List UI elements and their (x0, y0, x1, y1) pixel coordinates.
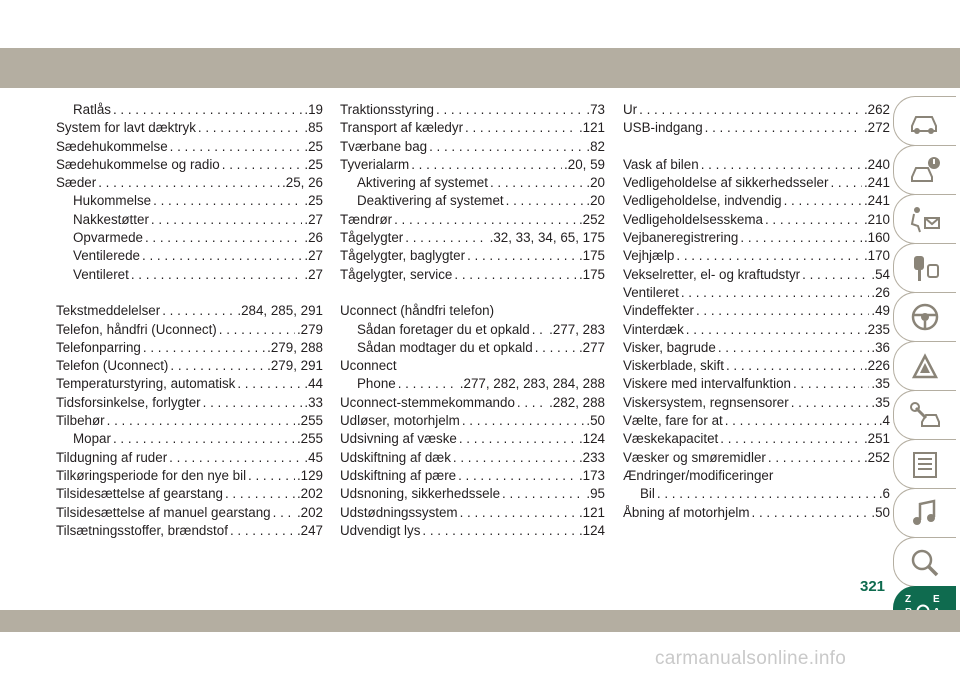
dot-leader (230, 522, 295, 540)
index-entry (623, 375, 890, 393)
index-entry-page: .82 (586, 138, 605, 154)
warning-info-icon (908, 155, 942, 185)
index-entry (56, 266, 323, 284)
dot-leader (273, 504, 295, 522)
index-entry-label: Ændringer/modificeringer (623, 467, 774, 483)
index-entry (340, 247, 605, 265)
index-entry (623, 430, 890, 448)
index-entry-page: .19 (304, 102, 323, 117)
index-entry-page: .32, 33, 34, 65, 175 (489, 230, 605, 246)
index-entry-page: .284, 285, 291 (237, 303, 323, 319)
index-entry-page: .255 (296, 413, 323, 429)
index-entry-label: Sådan modtager du et opkald (357, 339, 533, 355)
index-entry (340, 229, 605, 247)
index-entry-label: Deaktivering af systemet (357, 193, 504, 209)
index-entry (340, 467, 605, 485)
dot-leader (453, 449, 577, 467)
index-entry-page: .27 (304, 248, 323, 264)
page-number: 321 (860, 578, 886, 595)
dot-leader (422, 522, 577, 540)
dot-leader (793, 375, 869, 393)
dot-leader (718, 339, 870, 357)
index-entry (340, 339, 605, 357)
index-entry-label: System for lavt dæktryk (56, 120, 196, 136)
dot-leader (462, 412, 585, 430)
index-entry-page: .233 (578, 449, 605, 465)
index-entry-label: Traktionsstyring (340, 102, 435, 117)
index-entry-label: Uconnect-stemmekommando (340, 394, 515, 410)
dot-leader (219, 321, 295, 339)
index-entry-page: .277 (578, 339, 605, 355)
index-entry-page: .49 (871, 303, 890, 319)
index-entry-page: .25 (304, 193, 323, 209)
chapter-tab[interactable] (893, 292, 956, 342)
dot-leader (465, 119, 577, 137)
index-entry-page: .279 (296, 321, 323, 337)
dot-leader (490, 174, 584, 192)
index-entry-page: .50 (871, 504, 890, 520)
dot-leader (639, 101, 862, 119)
index-entry-page: .27 (304, 266, 323, 282)
dot-leader (725, 412, 877, 430)
dot-leader (394, 211, 577, 229)
index-entry (623, 302, 890, 320)
header-band (0, 48, 960, 88)
dot-leader (784, 192, 862, 210)
index-entry-label: Vindeffekter (623, 303, 694, 319)
index-entry-label: Vælte, fare for at (623, 413, 723, 429)
index-entry (623, 284, 890, 302)
index-entry-page: .121 (578, 120, 605, 136)
index-entry-page: .277, 282, 283, 284, 288 (459, 376, 605, 392)
index-entry-label: Tilsætningsstoffer, brændstof (56, 522, 228, 538)
index-entry (623, 357, 890, 375)
index-entry-label: Nakkestøtter (73, 211, 149, 227)
footer-band (0, 610, 960, 632)
index-entry-page: .121 (578, 504, 605, 520)
index-entry-page: .175 (578, 248, 605, 264)
index-entry-label: Åbning af motorhjelm (623, 504, 750, 520)
hazard-triangle-icon (908, 351, 942, 381)
index-entry (623, 101, 890, 119)
chapter-tab[interactable] (893, 439, 956, 489)
index-entry-label: Viskerblade, skift (623, 358, 724, 374)
index-entry-page: .173 (578, 467, 605, 483)
index-entry (340, 192, 605, 210)
index-entry-label: Vekselretter, el- og kraftudstyr (623, 266, 801, 282)
index-entry (56, 138, 323, 156)
index-entry-page: .170 (863, 248, 890, 264)
dot-leader (791, 394, 870, 412)
dot-leader (532, 321, 547, 339)
dot-leader (686, 321, 862, 339)
index-entry-label: Tilkøringsperiode for den nye bil (56, 467, 247, 483)
index-entry (56, 467, 323, 485)
index-entry (340, 211, 605, 229)
index-entry-label: Visker, bagrude (623, 339, 716, 355)
dot-leader (740, 229, 862, 247)
index-entry (340, 485, 605, 503)
dot-leader (720, 430, 862, 448)
index-entry (56, 394, 323, 412)
index-column-2 (340, 101, 605, 540)
index-entry-label: Transport af kæledyr (340, 120, 464, 136)
dot-leader (405, 229, 487, 247)
index-entry (623, 247, 890, 265)
index-entry-page: .25, 26 (282, 175, 323, 191)
dot-leader (517, 394, 547, 412)
index-entry-label: Viskere med intervalfunktion (623, 376, 791, 392)
index-entry-page: .251 (863, 431, 890, 447)
index-entry-page: .45 (304, 449, 323, 465)
index-entry (340, 504, 605, 522)
index-entry (56, 522, 323, 540)
dot-leader (411, 156, 562, 174)
index-entry (56, 412, 323, 430)
dot-leader (467, 247, 577, 265)
index-entry-label: Udskiftning af dæk (340, 449, 451, 465)
dot-leader (248, 467, 295, 485)
dot-leader (113, 101, 302, 119)
index-entry-label: Vejhjælp (623, 248, 675, 264)
dot-leader (701, 156, 862, 174)
chapter-tab[interactable] (893, 145, 956, 195)
index-entry-page: .73 (586, 102, 605, 117)
chapter-tab[interactable] (893, 243, 956, 293)
dot-leader (162, 302, 235, 320)
dot-leader (237, 375, 302, 393)
index-entry-page: .262 (863, 102, 890, 117)
index-entry (623, 211, 890, 229)
index-entry-page: .85 (304, 120, 323, 136)
index-entry (623, 467, 890, 485)
index-entry-label: Opvarmede (73, 230, 143, 246)
index-entry-label: Tekstmeddelelser (56, 303, 161, 319)
index-entry-page: .210 (863, 211, 890, 227)
index-entry-page: .50 (586, 413, 605, 429)
index-entry-page: .124 (578, 431, 605, 447)
index-entry-label: Tændrør (340, 211, 393, 227)
index-entry-label: Sædehukommelse (56, 138, 168, 154)
magnifier-icon (908, 547, 942, 577)
index-entry (56, 504, 323, 522)
car-info-icon (908, 106, 942, 136)
index-entry-label: Tilbehør (56, 413, 105, 429)
specifications-list-icon (908, 449, 942, 479)
index-entry-label: Ventilerede (73, 248, 141, 264)
index-entry-page: .282, 288 (549, 394, 605, 410)
index-entry-page: .36 (871, 339, 890, 355)
index-entry (56, 430, 323, 448)
dot-leader (681, 284, 870, 302)
index-entry-label: Mopar (73, 431, 111, 447)
index-entry-label: Tilsidesættelse af gearstang (56, 486, 223, 502)
index-entry-label: Vedligeholdelse, indvendig (623, 193, 782, 209)
index-entry-label: Sædehukommelse og radio (56, 156, 220, 172)
index-entry-label: Udskiftning af pære (340, 467, 457, 483)
index-entry (56, 302, 323, 320)
index-entry-page: .4 (878, 413, 890, 429)
dot-leader (535, 339, 577, 357)
chapter-tab-sidebar (893, 96, 960, 605)
index-entry (56, 449, 323, 467)
dot-leader (429, 138, 584, 156)
dot-leader (151, 211, 302, 229)
dot-leader (459, 430, 577, 448)
index-entry (56, 156, 323, 174)
index-entry-page: .279, 291 (267, 358, 323, 374)
index-entry-page: .25 (304, 138, 323, 154)
index-entry (623, 156, 890, 174)
dot-leader (170, 138, 303, 156)
index-entry-label: Tågelygter, baglygter (340, 248, 466, 264)
dot-leader (145, 229, 302, 247)
dot-leader (768, 449, 862, 467)
index-entry (623, 266, 890, 284)
index-entry (340, 174, 605, 192)
index-entry-label: Uconnect (340, 358, 397, 374)
index-entry-label: Viskersystem, regnsensorer (623, 394, 789, 410)
index-entry-page: .272 (863, 120, 890, 136)
index-entry (623, 412, 890, 430)
dot-leader (460, 504, 577, 522)
dot-leader (454, 266, 577, 284)
index-entry (623, 449, 890, 467)
index-entry (340, 119, 605, 137)
index-entry (340, 321, 605, 339)
index-entry-label: Telefonparring (56, 339, 141, 355)
index-entry-page: .20, 59 (564, 156, 605, 172)
index-column-1 (56, 101, 323, 540)
index-entry (623, 174, 890, 192)
index-entry-label: Vedligeholdelsesskema (623, 211, 763, 227)
index-entry-page: .20 (586, 193, 605, 209)
index-entry (340, 156, 605, 174)
index-letter: Z (905, 594, 912, 605)
index-entry-page: .252 (863, 449, 890, 465)
index-entry-page: .44 (304, 376, 323, 392)
index-entry-label: Hukommelse (73, 193, 152, 209)
index-entry-page: .241 (863, 175, 890, 191)
index-entry-page: .202 (296, 504, 323, 520)
index-entry-page: .247 (296, 522, 323, 538)
chapter-tab[interactable] (893, 390, 956, 440)
index-entry-label: Tågelygter, service (340, 266, 453, 282)
dot-leader (131, 266, 303, 284)
index-entry-label: Væskekapacitet (623, 431, 719, 447)
index-entry (340, 430, 605, 448)
index-entry (56, 357, 323, 375)
chapter-tab[interactable] (893, 488, 956, 538)
index-entry-page: .26 (304, 230, 323, 246)
index-entry-label: Bil (640, 486, 655, 502)
index-entry (623, 339, 890, 357)
index-entry-label: Temperaturstyring, automatisk (56, 376, 236, 392)
index-entry-page: .160 (863, 230, 890, 246)
wrench-car-icon (908, 400, 942, 430)
dot-leader (802, 266, 869, 284)
dot-leader (676, 247, 862, 265)
index-entry-page: .255 (296, 431, 323, 447)
index-letter: E (933, 594, 940, 605)
index-entry-label: Tværbane bag (340, 138, 428, 154)
dot-leader (696, 302, 869, 320)
index-entry-page: .20 (586, 175, 605, 191)
index-entry-page: .6 (878, 486, 890, 502)
index-entry (623, 119, 890, 137)
index-entry-label: Udvendigt lys (340, 522, 421, 538)
index-entry-page: .35 (871, 394, 890, 410)
index-entry (56, 375, 323, 393)
dot-leader (458, 467, 577, 485)
dot-leader (143, 339, 265, 357)
steering-wheel-icon (908, 302, 942, 332)
index-entry-label: Tyverialarm (340, 156, 410, 172)
dot-leader (107, 412, 295, 430)
index-entry-page: .202 (296, 486, 323, 502)
index-entry-page: .279, 288 (267, 339, 323, 355)
chapter-tab[interactable] (893, 537, 956, 587)
index-entry-label: Vask af bilen (623, 156, 699, 172)
index-entry-page: .240 (863, 156, 890, 172)
dot-leader (98, 174, 280, 192)
index-entry-label: Phone (357, 376, 396, 392)
index-entry (340, 138, 605, 156)
dot-leader (203, 394, 303, 412)
dot-leader (830, 174, 861, 192)
index-entry-page: .124 (578, 522, 605, 538)
index-entry (340, 302, 605, 320)
index-entry-page: .175 (578, 266, 605, 282)
index-entry (623, 321, 890, 339)
index-entry-label: Udløser, motorhjelm (340, 413, 460, 429)
watermark: carmanualsonline.info (655, 648, 847, 669)
index-entry-page: .277, 283 (549, 321, 605, 337)
dot-leader (506, 192, 585, 210)
index-entry (56, 247, 323, 265)
index-entry (56, 485, 323, 503)
index-entry-page: .25 (304, 156, 323, 172)
index-entry-label: Tågelygter (340, 230, 404, 246)
index-column-3 (623, 101, 890, 522)
index-entry-page: .241 (863, 193, 890, 209)
index-entry (56, 229, 323, 247)
chapter-tab[interactable] (893, 96, 956, 146)
index-entry (56, 101, 323, 119)
dot-leader (222, 156, 303, 174)
index-entry-label: USB-indgang (623, 120, 703, 136)
index-entry (340, 394, 605, 412)
index-entry (340, 522, 605, 540)
index-entry-page: .235 (863, 321, 890, 337)
index-entry-label: Ventileret (623, 284, 679, 300)
chapter-tab[interactable] (893, 194, 956, 244)
index-entry-label: Ratlås (73, 102, 111, 117)
dot-leader (705, 119, 862, 137)
index-entry-label: Vinterdæk (623, 321, 684, 337)
top-margin (0, 0, 960, 48)
index-entry (340, 266, 605, 284)
index-entry-label: Telefon (Uconnect) (56, 358, 169, 374)
index-entry-page: .95 (586, 486, 605, 502)
dot-leader (726, 357, 862, 375)
index-entry (623, 504, 890, 522)
index-entry-label: Sådan foretager du et opkald (357, 321, 530, 337)
index-entry-page: .35 (871, 376, 890, 392)
dot-leader (502, 485, 584, 503)
index-entry-page: .252 (578, 211, 605, 227)
index-entry-label: Telefon, håndfri (Uconnect) (56, 321, 217, 337)
dot-leader (436, 101, 584, 119)
dot-leader (153, 192, 302, 210)
index-entry-page: .129 (296, 467, 323, 483)
index-entry-label: Vejbaneregistrering (623, 230, 739, 246)
index-entry (623, 229, 890, 247)
index-entry-label: Udstødningssystem (340, 504, 458, 520)
index-entry-label: Ur (623, 102, 638, 117)
index-entry-page: .54 (871, 266, 890, 282)
dot-leader (752, 504, 870, 522)
airbag-message-icon (908, 204, 942, 234)
dot-leader (198, 119, 302, 137)
index-entry-label: Væsker og smøremidler (623, 449, 766, 465)
index-entry-label: Aktivering af systemet (357, 175, 488, 191)
index-entry-label: Vedligeholdelse af sikkerhedsseler (623, 175, 829, 191)
index-entry (623, 192, 890, 210)
index-entry (56, 211, 323, 229)
index-entry-page: .33 (304, 394, 323, 410)
index-entry-label: Uconnect (håndfri telefon) (340, 303, 495, 319)
index-entry-label: Sæder (56, 175, 97, 191)
dot-leader (113, 430, 295, 448)
dot-leader (169, 449, 302, 467)
dot-leader (170, 357, 265, 375)
index-entry (56, 321, 323, 339)
chapter-tab[interactable] (893, 341, 956, 391)
index-entry (56, 339, 323, 357)
index-entry-label: Tilsidesættelse af manuel gearstang (56, 504, 271, 520)
index-entry-page: .27 (304, 211, 323, 227)
dot-leader (225, 485, 295, 503)
key-icon (908, 253, 942, 283)
index-entry-label: Udsnoning, sikkerhedssele (340, 486, 501, 502)
index-entry (623, 394, 890, 412)
index-entry-label: Tidsforsinkelse, forlygter (56, 394, 201, 410)
dot-leader (657, 485, 877, 503)
index-entry (340, 101, 605, 119)
music-note-icon (908, 498, 942, 528)
index-entry (340, 375, 605, 393)
index-entry (56, 119, 323, 137)
index-entry (340, 412, 605, 430)
index-entry (56, 192, 323, 210)
dot-leader (398, 375, 458, 393)
index-entry (623, 485, 890, 503)
index-entry-label: Ventileret (73, 266, 129, 282)
index-entry (340, 449, 605, 467)
index-entry-label: Udsivning af væske (340, 431, 457, 447)
index-entry-page: .26 (871, 284, 890, 300)
index-entry-page: .226 (863, 358, 890, 374)
index-entry-label: Tildugning af ruder (56, 449, 168, 465)
dot-leader (142, 247, 302, 265)
index-entry (340, 357, 605, 375)
dot-leader (765, 211, 862, 229)
index-entry (56, 174, 323, 192)
